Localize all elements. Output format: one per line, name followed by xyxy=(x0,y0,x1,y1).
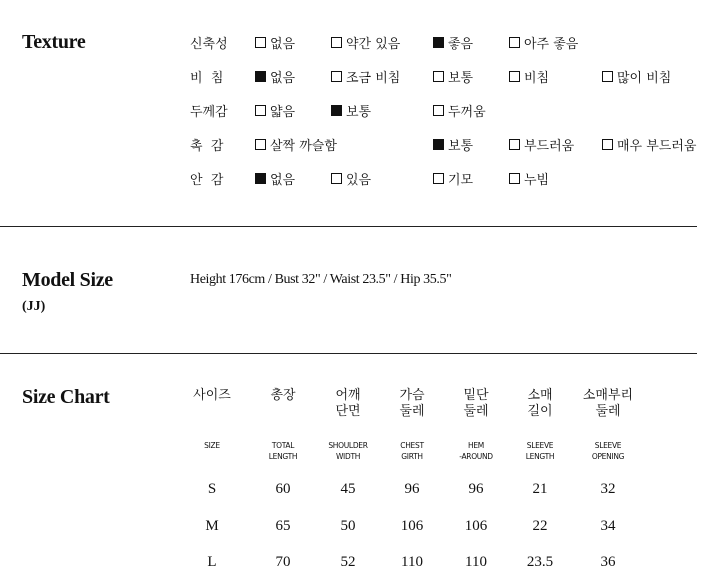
size-value: 96 xyxy=(468,481,484,497)
column-header-ko: 소매 길이 xyxy=(527,388,553,419)
column-header-ko: 밑단 둘레 xyxy=(463,388,489,419)
divider-2 xyxy=(0,353,697,354)
size-label: L xyxy=(207,554,217,570)
column-header-ko: 어깨 단면 xyxy=(335,388,361,419)
texture-option xyxy=(255,135,337,154)
unchecked-box-icon xyxy=(433,71,444,82)
size-label: S xyxy=(207,481,217,497)
texture-row-label: 비 침 xyxy=(190,71,224,86)
checked-box-icon xyxy=(433,139,444,150)
size-value: 106 xyxy=(400,518,424,534)
texture-option xyxy=(602,135,696,154)
unchecked-box-icon xyxy=(331,173,342,184)
texture-row-label: 두께감 xyxy=(190,105,228,120)
texture-row-label: 신축성 xyxy=(190,37,228,52)
size-label: M xyxy=(205,518,219,534)
size-value: 60 xyxy=(275,481,291,497)
size-value: 52 xyxy=(340,554,356,570)
unchecked-box-icon xyxy=(433,105,444,116)
texture-option xyxy=(433,135,473,154)
texture-option xyxy=(509,135,574,154)
texture-option-label: 보통 xyxy=(448,139,474,154)
column-header-en: SHOULDER WIDTH xyxy=(328,441,368,461)
texture-option xyxy=(509,33,578,52)
texture-option-label: 보통 xyxy=(448,71,474,86)
unchecked-box-icon xyxy=(433,173,444,184)
texture-option-label: 있음 xyxy=(346,173,372,188)
texture-option-label: 부드러움 xyxy=(524,139,575,154)
texture-option-label: 없음 xyxy=(270,71,296,86)
column-header-en: CHEST GIRTH xyxy=(400,441,424,461)
size-value: 65 xyxy=(275,518,291,534)
column-header-ko: 가슴 둘레 xyxy=(399,388,425,419)
size-value: 110 xyxy=(401,554,423,570)
texture-option-label: 좋음 xyxy=(448,37,474,52)
texture-option xyxy=(331,67,400,86)
texture-option-label: 매우 부드러움 xyxy=(617,139,697,154)
texture-option xyxy=(255,67,295,86)
size-value: 34 xyxy=(600,518,616,534)
texture-row-label: 안 감 xyxy=(190,173,224,188)
checked-box-icon xyxy=(331,105,342,116)
size-value: 70 xyxy=(275,554,291,570)
texture-option xyxy=(433,169,473,188)
size-value: 50 xyxy=(340,518,356,534)
column-header-ko: 총장 xyxy=(270,388,296,403)
texture-option-label: 보통 xyxy=(346,105,372,120)
texture-option xyxy=(255,169,295,188)
texture-option xyxy=(433,33,473,52)
texture-title: Texture xyxy=(22,31,86,53)
column-header-ko: 사이즈 xyxy=(193,388,231,403)
texture-option-label: 두꺼움 xyxy=(448,105,486,120)
unchecked-box-icon xyxy=(509,139,520,150)
texture-option-label: 없음 xyxy=(270,173,296,188)
texture-option-label: 조금 비침 xyxy=(346,71,401,86)
unchecked-box-icon xyxy=(255,105,266,116)
model-measurements: Height 176cm / Bust 32" / Waist 23.5" / Hip 35.5" xyxy=(190,272,452,287)
texture-row-label: 촉 감 xyxy=(190,139,224,154)
texture-option xyxy=(509,169,549,188)
texture-option xyxy=(433,101,486,120)
model-name: (JJ) xyxy=(22,299,46,314)
size-value: 36 xyxy=(600,554,616,570)
unchecked-box-icon xyxy=(602,139,613,150)
column-header-en: SIZE xyxy=(204,441,220,450)
texture-option xyxy=(331,101,371,120)
texture-option-label: 많이 비침 xyxy=(617,71,672,86)
texture-option-label: 아주 좋음 xyxy=(524,37,579,52)
unchecked-box-icon xyxy=(331,37,342,48)
unchecked-box-icon xyxy=(509,37,520,48)
unchecked-box-icon xyxy=(331,71,342,82)
unchecked-box-icon xyxy=(509,71,520,82)
size-value: 110 xyxy=(465,554,487,570)
size-value: 21 xyxy=(532,481,548,497)
texture-option xyxy=(331,33,400,52)
model-size-title: Model Size xyxy=(22,269,113,291)
texture-option xyxy=(255,101,295,120)
texture-option-label: 얇음 xyxy=(270,105,296,120)
texture-option-label: 약간 있음 xyxy=(346,37,401,52)
checked-box-icon xyxy=(433,37,444,48)
size-value: 23.5 xyxy=(526,554,554,570)
unchecked-box-icon xyxy=(255,37,266,48)
column-header-ko: 소매부리 둘레 xyxy=(582,388,634,419)
texture-option-label: 기모 xyxy=(448,173,474,188)
texture-option xyxy=(433,67,473,86)
texture-option-label: 없음 xyxy=(270,37,296,52)
column-header-en: SLEEVE LENGTH xyxy=(525,441,555,461)
unchecked-box-icon xyxy=(255,139,266,150)
texture-option-label: 누빔 xyxy=(524,173,550,188)
size-chart-title: Size Chart xyxy=(22,386,110,408)
texture-option xyxy=(255,33,295,52)
checked-box-icon xyxy=(255,173,266,184)
texture-option-label: 살짝 까슬함 xyxy=(270,139,337,154)
texture-option xyxy=(602,67,671,86)
column-header-en: SLEEVE OPENING xyxy=(591,441,625,461)
divider-1 xyxy=(0,226,697,227)
unchecked-box-icon xyxy=(509,173,520,184)
size-value: 96 xyxy=(404,481,420,497)
texture-option-label: 비침 xyxy=(524,71,550,86)
texture-option xyxy=(331,169,371,188)
checked-box-icon xyxy=(255,71,266,82)
size-value: 106 xyxy=(464,518,488,534)
column-header-en: HEM -AROUND xyxy=(459,441,493,461)
size-value: 22 xyxy=(532,518,548,534)
size-value: 45 xyxy=(340,481,356,497)
unchecked-box-icon xyxy=(602,71,613,82)
column-header-en: TOTAL LENGTH xyxy=(268,441,298,461)
texture-option xyxy=(509,67,549,86)
size-value: 32 xyxy=(600,481,616,497)
